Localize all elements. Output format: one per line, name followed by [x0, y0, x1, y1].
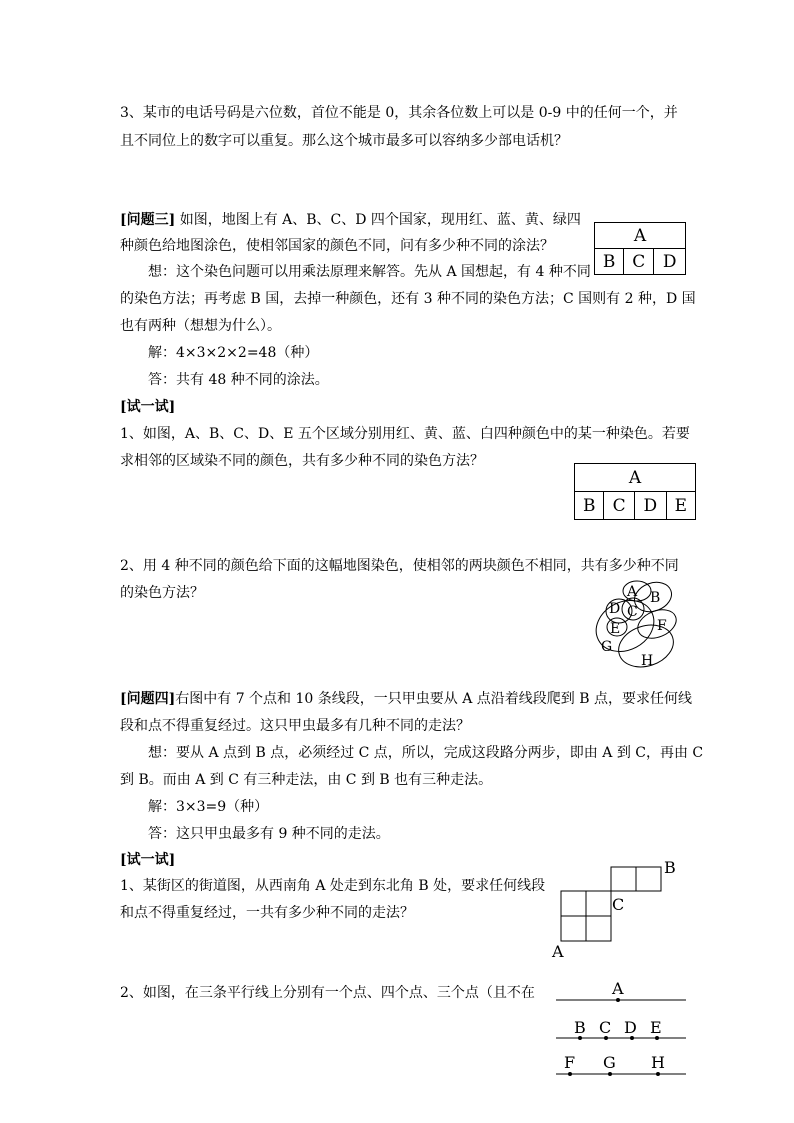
map5-region-c: C	[604, 492, 635, 520]
map5-region-e: E	[666, 492, 695, 520]
line-label-d: D	[624, 1018, 637, 1037]
line-label-a: A	[612, 979, 624, 998]
try1-map-figure	[574, 463, 696, 520]
map-region-b: B	[595, 249, 624, 275]
map5-region-a: A	[575, 464, 696, 492]
try1-item1-line-2: 求相邻的区域染不同的颜色，共有多少种不同的染色方法？	[120, 453, 484, 469]
ellipse-label-a: A	[627, 584, 638, 600]
point-f	[568, 1072, 572, 1076]
street-label-b: B	[664, 858, 676, 877]
problem3-tag: [问题三]	[120, 212, 176, 228]
try1-item1-line-1: 1、如图，A、B、C、D、E 五个区域分别用红、黄、蓝、白四种颜色中的某一种染色。若要	[120, 426, 690, 442]
problem4-line-1	[120, 689, 692, 709]
ellipse-label-f: F	[657, 618, 667, 634]
street-label-c: C	[612, 895, 625, 914]
problem3-think-3: 也有两种（想想为什么）。	[120, 318, 281, 334]
problem3-answer: 答：共有 48 种不同的涂法。	[148, 372, 329, 388]
point-a	[616, 998, 620, 1002]
problem3-map-figure	[594, 222, 686, 275]
problem3-solution: 解：4×3×2×2=48（种）	[148, 345, 319, 361]
problem3-line-2: 种颜色给地图涂色，使相邻国家的颜色不同，问有多少种不同的涂法？	[120, 238, 554, 254]
problem4-line-2: 段和点不得重复经过。这只甲虫最多有几种不同的走法？	[120, 718, 470, 734]
problem3-think-2: 的染色方法；再考虑 B 国，去掉一种颜色，还有 3 种不同的染色方法；C 国则有 2 种，D 国	[120, 291, 696, 307]
ellipse-label-b: B	[650, 590, 661, 606]
ellipse-label-d: D	[609, 601, 621, 617]
ellipse-label-c: C	[627, 604, 638, 620]
line-label-h: H	[651, 1053, 665, 1072]
try1-item2-line-2: 的染色方法？	[120, 585, 204, 601]
problem3-text-1: 如图，地图上有 A、B、C、D 四个国家，现用红、蓝、黄、绿四	[175, 212, 581, 228]
line-label-e: E	[650, 1018, 662, 1037]
try2-tag: [试一试]	[120, 852, 176, 868]
point-h	[656, 1072, 660, 1076]
line-label-f: F	[564, 1053, 576, 1072]
try1-item2-line-1: 2、用 4 种不同的颜色给下面的这幅地图染色，使相邻的两块颜色不相同，共有多少种不同	[120, 558, 679, 574]
ellipse-label-e: E	[610, 621, 621, 637]
try1-tag: [试一试]	[120, 399, 176, 415]
line-label-c: C	[599, 1018, 612, 1037]
map-region-a: A	[595, 223, 686, 249]
problem3-think-1: 想：这个染色问题可以用乘法原理来解答。先从 A 国想起，有 4 种不同	[148, 264, 591, 280]
problem4-tag: [问题四]	[120, 691, 176, 707]
try2-item1-line-2: 和点不得重复经过，一共有多少种不同的走法？	[120, 905, 414, 921]
map-region-d: D	[654, 249, 686, 275]
street-label-a: A	[552, 942, 564, 961]
q3-line-2: 且不同位上的数字可以重复。那么这个城市最多可以容纳多少部电话机？	[120, 133, 568, 149]
try2-item2-line-1: 2、如图，在三条平行线上分别有一个点、四个点、三个点（且不在	[120, 985, 535, 1001]
problem4-solution: 解：3×3=9（种）	[148, 799, 269, 815]
try2-item1-line-1: 1、某街区的街道图，从西南角 A 处走到东北角 B 处，要求任何线段	[120, 878, 546, 894]
q3-line-1: 3、某市的电话号码是六位数，首位不能是 0，其余各位数上可以是 0-9 中的任何一个，并	[120, 105, 678, 121]
parallel-lines-figure	[550, 975, 690, 1083]
map5-region-d: D	[634, 492, 666, 520]
ellipse-label-g: G	[601, 639, 613, 655]
problem4-text-1: 右图中有 7 个点和 10 条线段，一只甲虫要从 A 点沿着线段爬到 B 点，要求任何线	[175, 691, 692, 707]
problem4-answer: 答：这只甲虫最多有 9 种不同的走法。	[148, 826, 390, 842]
map5-region-b: B	[575, 492, 604, 520]
point-g	[608, 1072, 612, 1076]
ellipse-label-h: H	[641, 653, 654, 669]
ellipse-map-figure	[583, 573, 689, 673]
problem4-think-1: 想：要从 A 点到 B 点，必须经过 C 点，所以，完成这段路分两步，即由 A 到 C，再由 C	[148, 745, 704, 761]
problem4-think-2: 到 B。而由 A 到 C 有三种走法，由 C 到 B 也有三种走法。	[120, 772, 493, 788]
map-region-c: C	[624, 249, 654, 275]
problem3-line-1	[120, 210, 581, 230]
street-grid-figure	[548, 855, 678, 963]
line-label-b: B	[574, 1018, 586, 1037]
line-label-g: G	[603, 1053, 616, 1072]
